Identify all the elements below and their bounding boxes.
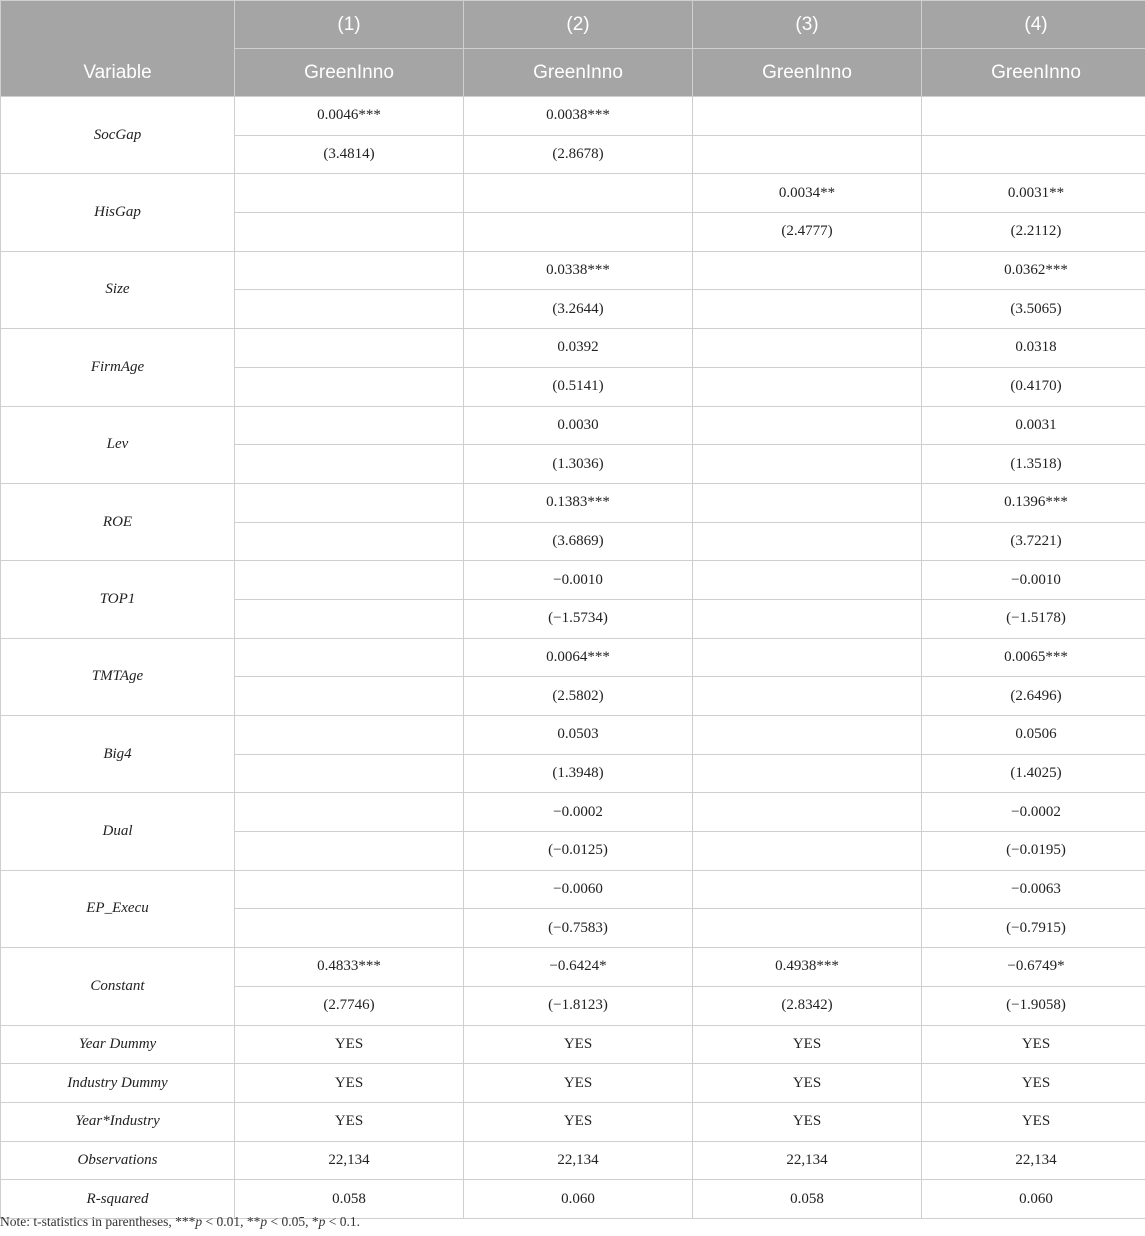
coefficient-cell: 0.4938*** — [693, 948, 922, 987]
t-statistic-cell — [464, 213, 693, 252]
t-statistic-cell — [693, 832, 922, 871]
t-statistic-cell: (−0.0195) — [922, 832, 1145, 871]
summary-label-cell: Year*Industry — [1, 1102, 235, 1141]
coefficient-cell — [235, 561, 464, 600]
dependent-variable-1: GreenInno — [235, 49, 464, 97]
coefficient-cell — [235, 406, 464, 445]
t-statistic-cell — [693, 599, 922, 638]
coefficient-cell: 0.0031 — [922, 406, 1145, 445]
variable-name-cell: TMTAge — [1, 638, 235, 715]
variable-name-cell: FirmAge — [1, 329, 235, 406]
coefficient-cell: 0.0338*** — [464, 251, 693, 290]
coefficient-cell — [235, 329, 464, 368]
coefficient-cell — [235, 251, 464, 290]
coefficient-cell — [693, 716, 922, 755]
t-statistic-cell — [693, 290, 922, 329]
coefficient-cell: 0.0034** — [693, 174, 922, 213]
note-stars-1: *** — [175, 1214, 196, 1229]
coefficient-cell — [693, 870, 922, 909]
t-statistic-cell: (1.3948) — [464, 754, 693, 793]
coefficient-cell: −0.0002 — [464, 793, 693, 832]
coefficient-cell — [693, 251, 922, 290]
t-statistic-cell: (2.7746) — [235, 986, 464, 1025]
t-statistic-cell: (2.6496) — [922, 677, 1145, 716]
coefficient-cell: 0.0046*** — [235, 97, 464, 136]
coefficient-row — [1, 174, 1145, 213]
variable-name-cell: TOP1 — [1, 561, 235, 638]
note-threshold-1: < 0.01, — [202, 1214, 247, 1229]
coefficient-cell: 0.0030 — [464, 406, 693, 445]
t-statistic-cell: (2.8342) — [693, 986, 922, 1025]
note-threshold-2: < 0.05, — [267, 1214, 312, 1229]
summary-row — [1, 1025, 1145, 1064]
summary-label-cell: Industry Dummy — [1, 1064, 235, 1103]
variable-name-cell: Lev — [1, 406, 235, 483]
summary-row — [1, 1064, 1145, 1103]
summary-label-cell: Observations — [1, 1141, 235, 1180]
coefficient-row — [1, 793, 1145, 832]
summary-value-cell: YES — [922, 1064, 1145, 1103]
t-statistic-cell: (−1.5178) — [922, 599, 1145, 638]
t-statistic-cell: (−0.0125) — [464, 832, 693, 871]
note-threshold-3: < 0.1. — [325, 1214, 360, 1229]
summary-value-cell: 0.060 — [922, 1180, 1145, 1219]
t-statistic-cell — [693, 522, 922, 561]
coefficient-cell: −0.0010 — [464, 561, 693, 600]
t-statistic-cell: (3.7221) — [922, 522, 1145, 561]
summary-row — [1, 1102, 1145, 1141]
note-stars-3: * — [311, 1214, 319, 1229]
coefficient-cell — [693, 793, 922, 832]
table-body — [1, 97, 1145, 1219]
coefficient-row — [1, 948, 1145, 987]
t-statistic-cell: (0.5141) — [464, 367, 693, 406]
t-statistic-cell: (2.2112) — [922, 213, 1145, 252]
summary-value-cell: 22,134 — [693, 1141, 922, 1180]
summary-label-cell: Year Dummy — [1, 1025, 235, 1064]
t-statistic-cell — [693, 754, 922, 793]
coefficient-row — [1, 406, 1145, 445]
coefficient-cell — [693, 561, 922, 600]
summary-value-cell: YES — [464, 1102, 693, 1141]
coefficient-cell: 0.1383*** — [464, 483, 693, 522]
t-statistic-cell: (1.3036) — [464, 445, 693, 484]
coefficient-cell: 0.0064*** — [464, 638, 693, 677]
summary-value-cell: 0.058 — [693, 1180, 922, 1219]
t-statistic-cell: (2.4777) — [693, 213, 922, 252]
t-statistic-cell: (−0.7915) — [922, 909, 1145, 948]
t-statistic-cell — [235, 445, 464, 484]
variable-name-cell: Constant — [1, 948, 235, 1025]
coefficient-cell — [693, 406, 922, 445]
summary-value-cell: YES — [464, 1064, 693, 1103]
t-statistic-cell: (−1.9058) — [922, 986, 1145, 1025]
t-statistic-cell — [235, 290, 464, 329]
t-statistic-cell — [235, 213, 464, 252]
summary-value-cell: 22,134 — [922, 1141, 1145, 1180]
coefficient-row — [1, 638, 1145, 677]
summary-value-cell: YES — [693, 1025, 922, 1064]
t-statistic-cell — [693, 135, 922, 174]
t-statistic-cell — [235, 599, 464, 638]
t-statistic-cell: (3.5065) — [922, 290, 1145, 329]
t-statistic-cell: (2.5802) — [464, 677, 693, 716]
note-p-2: p — [260, 1214, 268, 1229]
coefficient-cell: 0.0503 — [464, 716, 693, 755]
coefficient-cell: 0.0065*** — [922, 638, 1145, 677]
coefficient-cell — [922, 97, 1145, 136]
note-p-1: p — [195, 1214, 203, 1229]
summary-row — [1, 1180, 1145, 1219]
coefficient-row — [1, 97, 1145, 136]
t-statistic-cell: (−0.7583) — [464, 909, 693, 948]
coefficient-cell: 0.4833*** — [235, 948, 464, 987]
t-statistic-cell — [235, 909, 464, 948]
t-statistic-cell — [693, 677, 922, 716]
header-row-column-numbers — [1, 1, 1145, 49]
t-statistic-cell: (1.3518) — [922, 445, 1145, 484]
coefficient-cell: 0.0031** — [922, 174, 1145, 213]
variable-name-cell: Big4 — [1, 716, 235, 793]
coefficient-cell: 0.0318 — [922, 329, 1145, 368]
t-statistic-cell: (3.2644) — [464, 290, 693, 329]
dependent-variable-3: GreenInno — [693, 49, 922, 97]
coefficient-cell: 0.0506 — [922, 716, 1145, 755]
variable-name-cell: Dual — [1, 793, 235, 870]
coefficient-cell: −0.0002 — [922, 793, 1145, 832]
dependent-variable-2: GreenInno — [464, 49, 693, 97]
coefficient-cell: 0.0392 — [464, 329, 693, 368]
coefficient-cell: 0.0362*** — [922, 251, 1145, 290]
coefficient-row — [1, 329, 1145, 368]
t-statistic-cell — [235, 832, 464, 871]
summary-value-cell: 22,134 — [464, 1141, 693, 1180]
coefficient-cell — [693, 483, 922, 522]
coefficient-cell: −0.6424* — [464, 948, 693, 987]
summary-value-cell: 0.058 — [235, 1180, 464, 1219]
summary-value-cell: YES — [922, 1025, 1145, 1064]
coefficient-cell — [235, 793, 464, 832]
table-header — [1, 1, 1145, 97]
t-statistic-cell: (3.6869) — [464, 522, 693, 561]
summary-value-cell: 22,134 — [235, 1141, 464, 1180]
column-number-4: (4) — [922, 1, 1145, 49]
coefficient-cell: 0.0038*** — [464, 97, 693, 136]
coefficient-cell — [693, 638, 922, 677]
coefficient-cell: −0.0063 — [922, 870, 1145, 909]
coefficient-cell — [693, 329, 922, 368]
coefficient-row — [1, 483, 1145, 522]
summary-value-cell: YES — [464, 1025, 693, 1064]
column-number-2: (2) — [464, 1, 693, 49]
coefficient-cell: 0.1396*** — [922, 483, 1145, 522]
column-number-1: (1) — [235, 1, 464, 49]
coefficient-cell: −0.0060 — [464, 870, 693, 909]
coefficient-row — [1, 251, 1145, 290]
t-statistic-cell: (−1.8123) — [464, 986, 693, 1025]
coefficient-row — [1, 870, 1145, 909]
coefficient-row — [1, 716, 1145, 755]
variable-name-cell: ROE — [1, 483, 235, 560]
summary-row — [1, 1141, 1145, 1180]
note-prefix: Note: t-statistics in parentheses, — [0, 1214, 176, 1229]
summary-value-cell: YES — [235, 1102, 464, 1141]
table-note — [0, 1214, 360, 1230]
summary-value-cell: 0.060 — [464, 1180, 693, 1219]
t-statistic-cell: (0.4170) — [922, 367, 1145, 406]
summary-value-cell: YES — [922, 1102, 1145, 1141]
t-statistic-cell — [922, 135, 1145, 174]
summary-value-cell: YES — [693, 1064, 922, 1103]
t-statistic-cell — [693, 367, 922, 406]
note-stars-2: ** — [246, 1214, 261, 1229]
variable-name-cell: HisGap — [1, 174, 235, 251]
column-number-3: (3) — [693, 1, 922, 49]
t-statistic-cell — [235, 754, 464, 793]
coefficient-cell — [235, 870, 464, 909]
t-statistic-cell — [235, 677, 464, 716]
t-statistic-cell: (2.8678) — [464, 135, 693, 174]
t-statistic-cell — [693, 909, 922, 948]
summary-value-cell: YES — [693, 1102, 922, 1141]
coefficient-cell: −0.0010 — [922, 561, 1145, 600]
t-statistic-cell — [235, 367, 464, 406]
t-statistic-cell: (1.4025) — [922, 754, 1145, 793]
coefficient-cell — [235, 174, 464, 213]
t-statistic-cell: (3.4814) — [235, 135, 464, 174]
coefficient-cell — [464, 174, 693, 213]
coefficient-cell — [235, 716, 464, 755]
t-statistic-cell: (−1.5734) — [464, 599, 693, 638]
summary-value-cell: YES — [235, 1064, 464, 1103]
variable-name-cell: EP_Execu — [1, 870, 235, 947]
summary-value-cell: YES — [235, 1025, 464, 1064]
coefficient-cell — [235, 483, 464, 522]
coefficient-cell — [235, 638, 464, 677]
t-statistic-cell — [235, 522, 464, 561]
summary-label-cell: R-squared — [1, 1180, 235, 1219]
variable-name-cell: SocGap — [1, 97, 235, 174]
coefficient-row — [1, 561, 1145, 600]
variable-column-header: Variable — [1, 1, 235, 97]
dependent-variable-4: GreenInno — [922, 49, 1145, 97]
note-p-3: p — [318, 1214, 326, 1229]
t-statistic-cell — [693, 445, 922, 484]
coefficient-cell: −0.6749* — [922, 948, 1145, 987]
coefficient-cell — [693, 97, 922, 136]
variable-name-cell: Size — [1, 251, 235, 328]
